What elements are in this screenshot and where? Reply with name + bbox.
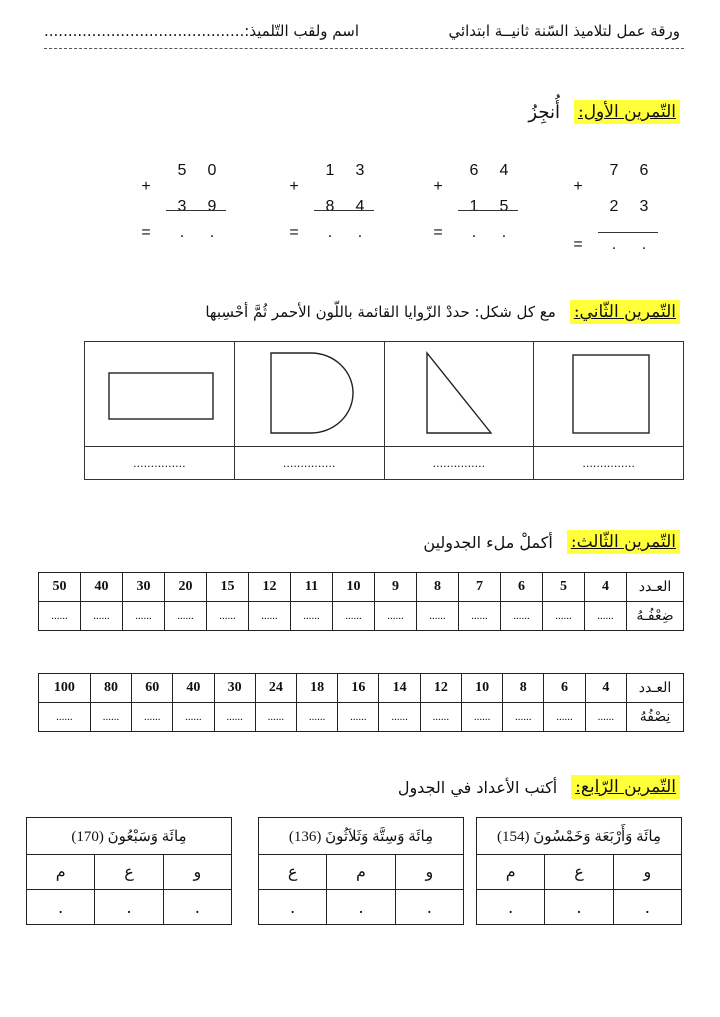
answer-cell-blank[interactable]: ...... [461, 703, 502, 732]
addition-problem [140, 160, 230, 260]
place-value-header: و [613, 855, 681, 890]
answer-cell-blank[interactable]: ...... [90, 703, 131, 732]
place-value-header: ع [545, 855, 613, 890]
place-value-header: و [395, 855, 463, 890]
addend-top-tens: 1 [325, 162, 335, 179]
digit-blank[interactable]: . [27, 890, 95, 925]
answer-cell-blank[interactable]: ...... [375, 602, 417, 631]
number-in-words: مِائَة وَسِتَّة وَثَلاَثُونَ (136) [259, 818, 464, 855]
plus-sign: + [433, 178, 443, 195]
row-label-answer: ضِعْفُـهُ [627, 602, 684, 631]
digit-blank[interactable]: . [327, 890, 395, 925]
exercise-2-label: التّمرين الثّاني: [570, 300, 680, 324]
answer-cell-blank[interactable]: ...... [255, 703, 296, 732]
plus-sign: + [141, 178, 151, 195]
number-cell: 30 [214, 674, 255, 703]
answer-cell-blank[interactable]: ...... [420, 703, 461, 732]
exercise-1-instruction: أُنجِزُ [528, 101, 560, 123]
exercise-3-heading [423, 530, 680, 554]
number-cell: 60 [132, 674, 173, 703]
exercise-1-heading [528, 100, 680, 124]
number-cell: 100 [39, 674, 91, 703]
addend-top-ones: 6 [639, 162, 649, 179]
exercise-4-label: التّمرين الرّابع: [571, 775, 680, 799]
number-cell: 30 [123, 573, 165, 602]
answer-cell-blank[interactable]: ...... [249, 602, 291, 631]
shape-answer-blank[interactable]: ............... [534, 447, 684, 480]
number-cell: 18 [297, 674, 338, 703]
number-cell: 4 [585, 573, 627, 602]
number-cell: 8 [503, 674, 544, 703]
worksheet-title: ورقة عمل لتلاميذ السّنة ثانيــة ابتدائي [448, 22, 680, 40]
number-cell: 8 [417, 573, 459, 602]
addend-top-ones: 3 [355, 162, 365, 179]
answer-cell-blank[interactable]: ...... [543, 602, 585, 631]
place-value-header: م [477, 855, 545, 890]
number-cell: 50 [39, 573, 81, 602]
digit-blank[interactable]: . [395, 890, 463, 925]
answer-cell-blank[interactable]: ...... [132, 703, 173, 732]
row-label-number: العـدد [627, 573, 684, 602]
addition-problem [572, 160, 662, 260]
number-cell: 40 [81, 573, 123, 602]
answer-tens-blank[interactable]: . [327, 224, 333, 241]
answer-cell-blank[interactable]: ...... [39, 703, 91, 732]
number-cell: 10 [461, 674, 502, 703]
answer-cell-blank[interactable]: ...... [379, 703, 420, 732]
exercise-2-instruction: مع كل شكل: حددْ الزّوايا القائمة باللّون الأحمر ثُمَّ أحْسِبها [205, 303, 556, 321]
number-cell: 14 [379, 674, 420, 703]
place-value-header: ع [95, 855, 163, 890]
number-cell: 16 [338, 674, 379, 703]
digit-blank[interactable]: . [163, 890, 231, 925]
addition-problem [288, 160, 378, 260]
sum-line [458, 210, 518, 211]
number-cell: 6 [544, 674, 585, 703]
answer-cell-blank[interactable]: ...... [585, 602, 627, 631]
answer-ones-blank[interactable]: . [641, 236, 647, 253]
number-cell: 24 [255, 674, 296, 703]
number-cell: 12 [420, 674, 461, 703]
place-value-table [26, 817, 232, 925]
addend-bottom-tens: 3 [177, 198, 187, 215]
answer-cell-blank[interactable]: ...... [165, 602, 207, 631]
addend-top-tens: 6 [469, 162, 479, 179]
shapes-table [84, 341, 684, 480]
exercise-2-heading [205, 300, 680, 324]
shape-cell-d [234, 342, 384, 447]
answer-cell-blank[interactable]: ...... [173, 703, 214, 732]
answer-ones-blank[interactable]: . [209, 224, 215, 241]
digit-blank[interactable]: . [477, 890, 545, 925]
half-table [38, 673, 684, 732]
shape-answer-blank[interactable]: ............... [384, 447, 534, 480]
answer-tens-blank[interactable]: . [471, 224, 477, 241]
addend-top-tens: 7 [609, 162, 619, 179]
double-table [38, 572, 684, 631]
answer-cell-blank[interactable]: ...... [297, 703, 338, 732]
digit-blank[interactable]: . [259, 890, 327, 925]
addend-bottom-ones: 3 [639, 198, 649, 215]
addend-bottom-ones: 9 [207, 198, 217, 215]
answer-cell-blank[interactable]: ...... [501, 602, 543, 631]
number-in-words: مِائَة وَأَرْبَعَة وَخَمْسُونَ (154) [477, 818, 682, 855]
exercise-4-heading [398, 775, 680, 799]
answer-cell-blank[interactable]: ...... [417, 602, 459, 631]
shape-cell-rectangle [85, 342, 235, 447]
student-name-line: اسم ولقب التّلميذ:.......................................... [44, 22, 359, 40]
number-cell: 11 [291, 573, 333, 602]
shape-cell-triangle [384, 342, 534, 447]
exercise-4-instruction: أكتب الأعداد في الجدول [397, 777, 558, 797]
answer-ones-blank[interactable]: . [501, 224, 507, 241]
number-in-words: مِائَة وَسَبْعُونَ (170) [27, 818, 232, 855]
equals-sign: = [433, 224, 443, 241]
shape-answer-blank[interactable]: ............... [234, 447, 384, 480]
row-label-number: العـدد [627, 674, 684, 703]
addition-problem [432, 160, 522, 260]
answer-ones-blank[interactable]: . [357, 224, 363, 241]
number-cell: 15 [207, 573, 249, 602]
number-cell: 9 [375, 573, 417, 602]
addend-bottom-ones: 4 [355, 198, 365, 215]
place-value-header: م [27, 855, 95, 890]
digit-blank[interactable]: . [95, 890, 163, 925]
equals-sign: = [573, 236, 583, 253]
place-value-header: م [327, 855, 395, 890]
plus-sign: + [289, 178, 299, 195]
answer-cell-blank[interactable]: ...... [459, 602, 501, 631]
number-cell: 7 [459, 573, 501, 602]
shape-answer-blank[interactable]: ............... [85, 447, 235, 480]
number-cell: 4 [585, 674, 626, 703]
number-cell: 6 [501, 573, 543, 602]
answer-cell-blank[interactable]: ...... [544, 703, 585, 732]
rectangle-shape [99, 357, 219, 427]
answer-cell-blank[interactable]: ...... [333, 602, 375, 631]
plus-sign: + [573, 178, 583, 195]
addend-top-tens: 5 [177, 162, 187, 179]
place-value-table [476, 817, 682, 925]
exercise-3-label: التّمرين الثّالث: [567, 530, 680, 554]
right-triangle-shape [399, 347, 519, 437]
answer-cell-blank[interactable]: ...... [123, 602, 165, 631]
number-cell: 5 [543, 573, 585, 602]
place-value-header: و [163, 855, 231, 890]
number-cell: 40 [173, 674, 214, 703]
row-label-answer: نِصْفُهُ [627, 703, 684, 732]
exercise-3-instruction: أكملْ ملء الجدولين [423, 532, 553, 552]
answer-cell-blank[interactable]: ...... [503, 703, 544, 732]
digit-blank[interactable]: . [613, 890, 681, 925]
sum-line [314, 210, 374, 211]
number-cell: 20 [165, 573, 207, 602]
answer-cell-blank[interactable]: ...... [585, 703, 626, 732]
header-divider [44, 48, 684, 49]
answer-cell-blank[interactable]: ...... [214, 703, 255, 732]
shape-cell-square [534, 342, 684, 447]
exercise-1-label: التّمرين الأول: [574, 100, 680, 124]
addend-bottom-ones: 5 [499, 198, 509, 215]
answer-cell-blank[interactable]: ...... [81, 602, 123, 631]
answer-cell-blank[interactable]: ...... [291, 602, 333, 631]
d-shape [249, 347, 369, 437]
addend-top-ones: 4 [499, 162, 509, 179]
addend-bottom-tens: 1 [469, 198, 479, 215]
square-shape [549, 347, 669, 437]
number-cell: 10 [333, 573, 375, 602]
answer-tens-blank[interactable]: . [611, 236, 617, 253]
number-cell: 12 [249, 573, 291, 602]
digit-blank[interactable]: . [545, 890, 613, 925]
equals-sign: = [141, 224, 151, 241]
equals-sign: = [289, 224, 299, 241]
sum-line [598, 232, 658, 233]
place-value-header: ع [259, 855, 327, 890]
answer-cell-blank[interactable]: ...... [338, 703, 379, 732]
number-cell: 80 [90, 674, 131, 703]
addend-top-ones: 0 [207, 162, 217, 179]
addend-bottom-tens: 8 [325, 198, 335, 215]
answer-cell-blank[interactable]: ...... [207, 602, 249, 631]
answer-cell-blank[interactable]: ...... [39, 602, 81, 631]
addend-bottom-tens: 2 [609, 198, 619, 215]
answer-tens-blank[interactable]: . [179, 224, 185, 241]
place-value-table [258, 817, 464, 925]
sum-line [166, 210, 226, 211]
